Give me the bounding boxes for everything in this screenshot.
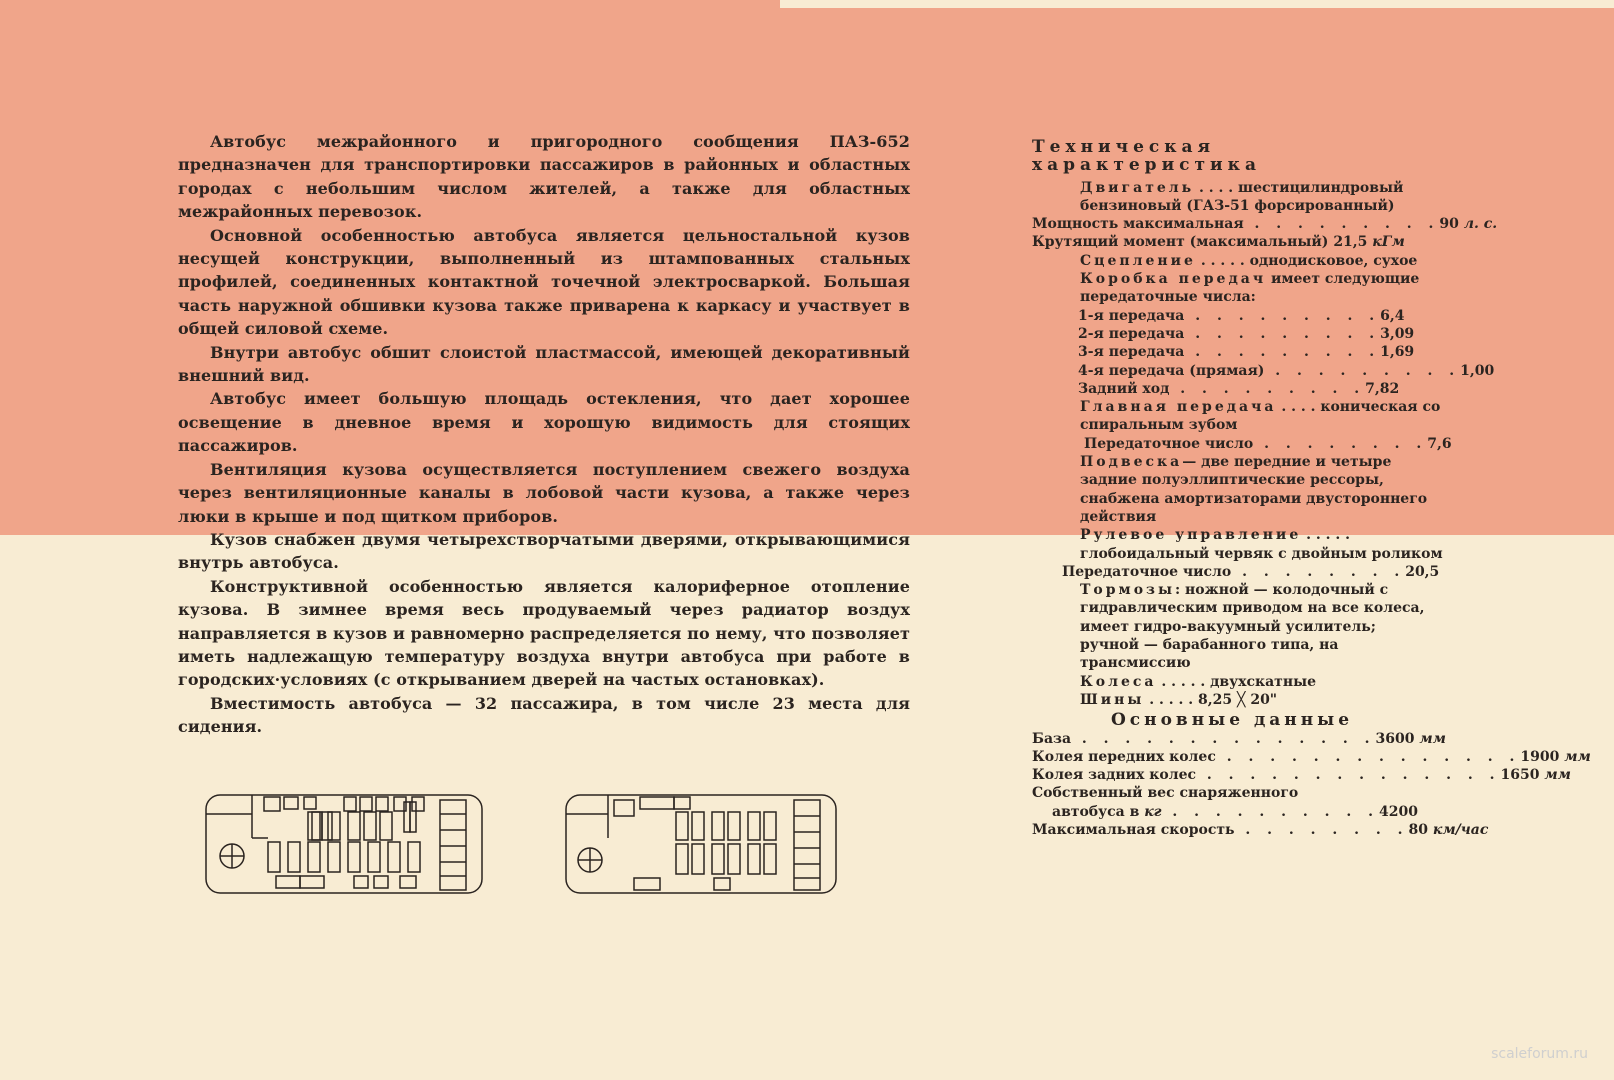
seat <box>264 797 280 811</box>
dot-leader: . . . . . . . . . . . . . . <box>1071 730 1376 747</box>
wheels-value: двухскатные <box>1210 673 1317 690</box>
torque-label: Крутящий момент (максимальный) <box>1032 234 1329 251</box>
seat <box>388 842 400 872</box>
paragraph: Вместимость автобуса — 32 пассажира, в том числе 23 места для сидения. <box>178 693 910 737</box>
gear-row <box>1032 362 1495 380</box>
dot-leader: . . . . . . . . . <box>1243 216 1440 233</box>
main-data-value: 1650 <box>1500 767 1540 784</box>
gear-label: Задний ход <box>1078 380 1170 397</box>
engine-spec <box>1032 179 1452 216</box>
tires-label: Шины <box>1080 691 1145 708</box>
seat <box>288 842 300 872</box>
seat <box>304 797 316 809</box>
seat <box>344 797 356 811</box>
paragraph: Автобус межрайонного и пригородного сообщения ПАЗ-652 предназначен для транспортировки пассажиров в районных и областных городах с небольшим числом жителей, а также для областных межрайонных перевозок. <box>178 132 910 222</box>
dot-leader: . . . . . . . . . <box>1169 380 1366 397</box>
seat <box>308 842 320 872</box>
seat <box>284 797 298 809</box>
spec-title: Техническая характеристика <box>1032 137 1261 176</box>
steering-ratio-spec <box>1032 563 1440 581</box>
seat <box>400 876 416 888</box>
paragraph: Внутри автобус обшит слоистой пластмассой, имеющей декоративный внешний вид. <box>178 342 910 386</box>
seat <box>748 812 760 840</box>
rear-bench <box>794 800 820 890</box>
seat <box>276 876 300 888</box>
power-label: Мощность максимальная <box>1032 216 1244 233</box>
final-drive-value: коническая со спиральным зубом <box>1080 399 1441 434</box>
dot-leader: . . . . . . . . . <box>1184 344 1381 361</box>
brakes-label: Тормозы <box>1080 582 1176 599</box>
steering-value: глобоидальный червяк с двойным роликом <box>1080 545 1443 562</box>
engine-value: шестицилиндровый бензиновый (ГАЗ-51 форсированный) <box>1080 179 1404 214</box>
gear-row <box>1032 307 1408 325</box>
weight-value: 4200 <box>1379 803 1418 820</box>
final-ratio-value: 7,6 <box>1427 435 1452 452</box>
seat <box>692 844 704 874</box>
seat <box>748 844 760 874</box>
speed-spec <box>1032 821 1489 839</box>
description-text <box>178 130 910 739</box>
final-ratio-spec <box>1032 435 1452 453</box>
seat <box>300 876 324 888</box>
main-data-list <box>1032 730 1591 785</box>
steering-spec: Рулевое управление . . . . . глобоидальный червяк с двойным роликом <box>1080 527 1443 562</box>
torque-spec <box>1032 233 1452 251</box>
main-data-label: База <box>1032 730 1072 747</box>
dot-leader: . . . . . . . . . . . . . . <box>1196 767 1501 784</box>
seat <box>322 812 332 840</box>
final-drive-label: Главная передача <box>1080 399 1277 416</box>
gear-value: 3,09 <box>1380 325 1415 342</box>
gearbox-label: Коробка передач <box>1080 271 1267 288</box>
main-data-row <box>1032 730 1446 748</box>
gear-ratios-list <box>1032 307 1495 398</box>
power-value: 90 <box>1439 216 1459 233</box>
seat <box>412 797 424 811</box>
paragraph: Конструктивной особенностью является калориферное отопление кузова. В зимнее время весь продуваемый через радиатор воздух направляется в кузов и равномерно распределяется по нему, что позволяет иметь надлежащую температуру воздуха внутри автобуса при работе в городских·условиях (с открыванием дверей на частых остановках). <box>178 576 910 690</box>
dot-leader: . . . . . . . . . <box>1184 325 1381 342</box>
gear-value: 7,82 <box>1365 380 1400 397</box>
engine-label: Двигатель <box>1080 179 1195 196</box>
seat <box>348 812 360 840</box>
torque-unit: кГм <box>1372 234 1405 251</box>
final-drive-spec: Главная передача . . . . коническая со спиральным зубом <box>1080 399 1441 434</box>
seat <box>376 797 388 811</box>
clutch-value: однодисковое, сухое <box>1249 252 1418 269</box>
seat <box>374 876 388 888</box>
clutch-label: Сцепление <box>1080 252 1196 269</box>
steering-ratio-value: 20,5 <box>1405 563 1440 580</box>
seat <box>728 812 740 840</box>
gear-row <box>1032 380 1408 398</box>
power-unit: л. с. <box>1463 216 1498 233</box>
weight-label-2: автобуса в <box>1052 803 1140 820</box>
paragraph: Автобус имеет большую площадь остекления, что дает хорошее освещение в дневное время и хорошую видимость для стоящих пассажиров. <box>178 389 910 456</box>
seat <box>268 842 280 872</box>
gear-row <box>1032 325 1415 343</box>
seat <box>364 812 376 840</box>
weight-unit: кг <box>1144 803 1162 820</box>
gearbox-spec <box>1032 270 1452 307</box>
main-data-unit: мм <box>1544 767 1571 784</box>
seat <box>712 812 724 840</box>
gear-label: 3-я передача <box>1078 344 1185 361</box>
brakes-spec <box>1032 581 1452 636</box>
main-data-unit: мм <box>1419 730 1446 747</box>
suspension-label: Подвеска <box>1080 454 1183 471</box>
main-data-unit: мм <box>1564 748 1591 765</box>
brakes-value: : ножной — колодочный с гидравлическим приводом на все колеса, имеет гидро-вакуумный усилитель; <box>1080 582 1425 635</box>
paragraph: Вентиляция кузова осуществляется поступлением свежего воздуха через вентиляционные каналы в лобовой части кузова, а также через люки в крыше и под щитком приборов. <box>178 459 910 526</box>
seat <box>408 842 420 872</box>
clutch-spec: Сцепление . . . . . однодисковое, сухое <box>1080 252 1418 269</box>
gearbox-text: имеет следующие передаточные числа: <box>1080 271 1420 306</box>
dot-leader: . . . . . . . . . <box>1264 362 1461 379</box>
spec-column <box>1032 137 1591 839</box>
main-data-title: Основные данные <box>1110 710 1354 731</box>
dot-leader: . . . . . . . . <box>1253 435 1428 452</box>
paragraph: Основной особенностью автобуса является цельностальной кузов несущей конструкции, выполненный из штампованных стальных профилей, соединенных контактной точечной электросваркой. Большая часть наружной обшивки кузова также приварена к каркасу и участвует в общей силовой схеме. <box>178 225 910 339</box>
gear-label: 1-я передача <box>1078 307 1185 324</box>
torque-value: 21,5 <box>1333 234 1368 251</box>
seat <box>676 844 688 874</box>
seat <box>674 797 690 809</box>
seat <box>634 878 660 890</box>
wheels-label: Колеса <box>1080 673 1157 690</box>
gear-label: 2-я передача <box>1078 325 1185 342</box>
seat <box>380 812 392 840</box>
weight-spec <box>1032 803 1418 821</box>
speed-label: Максимальная скорость <box>1032 821 1235 838</box>
seat <box>308 812 320 840</box>
bus-floor-plan-left <box>204 792 484 896</box>
bus-floor-plan-right <box>564 792 838 896</box>
dot-leader: . . . . . . . . <box>1234 821 1409 838</box>
tires-value: 8,25 ╳ 20" <box>1198 691 1278 708</box>
main-data-value: 1900 <box>1520 748 1560 765</box>
wheels-spec: Колеса . . . . . двухскатные <box>1080 673 1317 690</box>
speed-unit: км/час <box>1432 821 1489 838</box>
suspension-spec <box>1032 453 1452 526</box>
gear-row <box>1032 343 1415 361</box>
seat <box>404 802 410 832</box>
weight-spec-line1 <box>1032 784 1452 802</box>
seat <box>712 844 724 874</box>
seat <box>764 844 776 874</box>
seat <box>714 878 730 890</box>
seat <box>348 842 360 872</box>
final-ratio-label: Передаточное число <box>1084 435 1254 452</box>
gear-value: 1,69 <box>1380 344 1415 361</box>
brakes-hand-spec <box>1032 636 1452 673</box>
main-data-label: Колея задних колес <box>1032 767 1197 784</box>
seat <box>368 842 380 872</box>
gear-value: 1,00 <box>1460 362 1495 379</box>
gear-label: 4-я передача (прямая) <box>1078 362 1265 379</box>
main-data-row <box>1032 748 1591 766</box>
weight-label-1: Собственный вес снаряженного <box>1032 785 1299 802</box>
engine-dots: . . . . <box>1194 179 1239 196</box>
seat <box>640 797 674 809</box>
seat <box>328 842 340 872</box>
paragraph: Кузов снабжен двумя четырехстворчатыми дверями, открывающимися внутрь автобуса. <box>178 529 910 573</box>
band-notch <box>780 0 1614 8</box>
steering-label: Рулевое управление <box>1080 527 1302 544</box>
watermark: scaleforum.ru <box>1491 1046 1588 1062</box>
seat <box>692 812 704 840</box>
seat <box>764 812 776 840</box>
brakes-hand-value: ручной — барабанного типа, на трансмиссию <box>1080 637 1339 672</box>
tires-spec: Шины . . . . . 8,25 ╳ 20" <box>1080 691 1278 708</box>
steering-ratio-label: Передаточное число <box>1062 563 1232 580</box>
seat <box>360 797 372 811</box>
speed-value: 80 <box>1408 821 1428 838</box>
seat <box>354 876 368 888</box>
dot-leader: . . . . . . . . <box>1231 563 1406 580</box>
main-data-label: Колея передних колес <box>1032 748 1216 765</box>
power-spec <box>1032 215 1498 233</box>
dot-leader: . . . . . . . . . . . . . . <box>1215 748 1521 765</box>
seat <box>328 812 340 840</box>
dot-leader: . . . . . . . . . . <box>1161 803 1380 820</box>
suspension-value: — две передние и четыре задние полуэллиптические рессоры, снабжена амортизаторами двустороннего действия <box>1080 454 1428 525</box>
dot-leader: . . . . . . . . . <box>1184 307 1381 324</box>
main-data-row <box>1032 766 1571 784</box>
main-data-value: 3600 <box>1375 730 1415 747</box>
seat <box>410 802 416 832</box>
seat <box>728 844 740 874</box>
seat <box>676 812 688 840</box>
gear-value: 6,4 <box>1380 307 1405 324</box>
seat <box>614 800 634 816</box>
